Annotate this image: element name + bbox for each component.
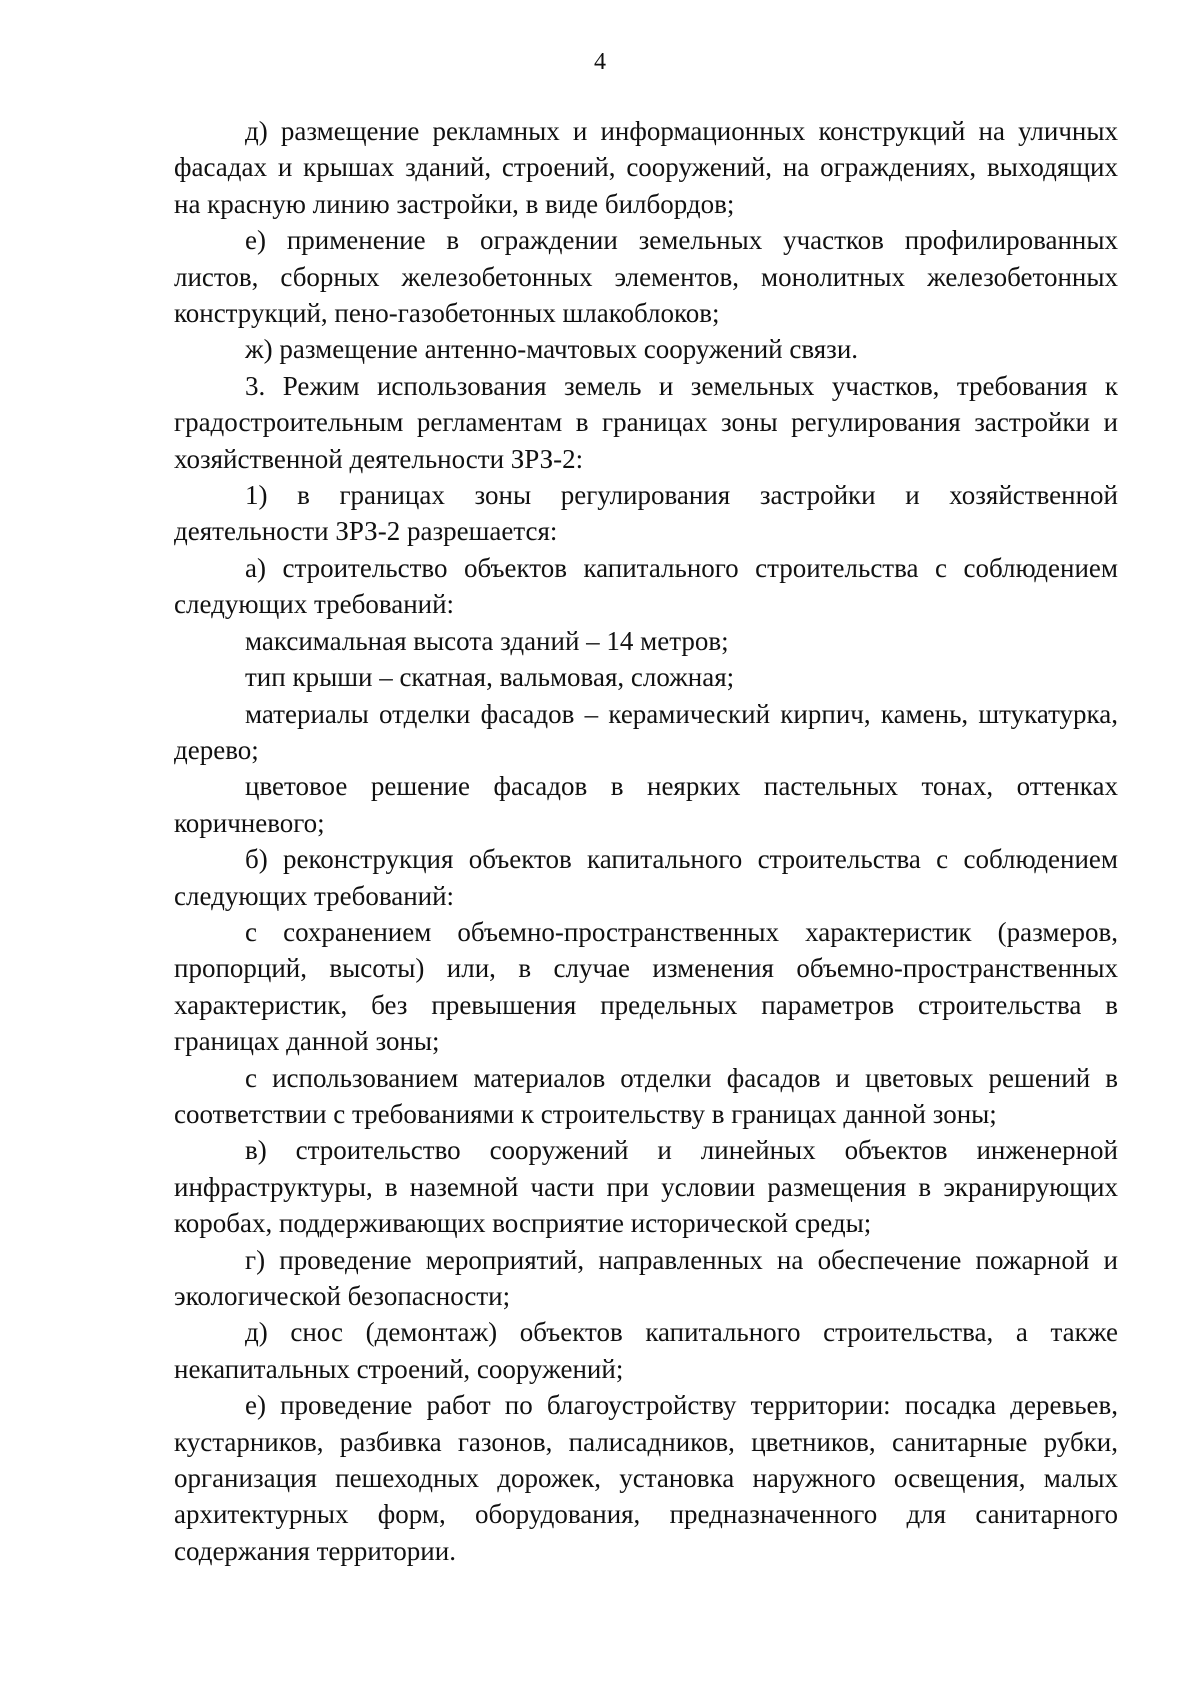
paragraph-v-infrastructure: в) строительство сооружений и линейных объектов инженерной инфраструктуры, в наземной части при условии размещения в экранирующих коробах, поддерживающих восприятие исторической среды; [174, 1135, 1118, 1239]
paragraph-zh-antenna: ж) размещение антенно-мачтовых сооружений связи. [245, 334, 859, 365]
page-number: 4 [594, 49, 606, 75]
document-body [174, 113, 1118, 1569]
paragraph-d-demolition: д) снос (демонтаж) объектов капитального строительства, а также некапитальных строений, сооружений; [174, 1317, 1118, 1384]
paragraph-roof-type: тип крыши – скатная, вальмовая, сложная; [245, 662, 735, 693]
paragraph-materials-usage: с использованием материалов отделки фасадов и цветовых решений в соответствии с требованиями к строительству в границах данной зоны; [174, 1062, 1118, 1129]
paragraph-1-allowed: 1) в границах зоны регулирования застройки и хозяйственной деятельности ЗРЗ-2 разрешается: [174, 480, 1118, 547]
paragraph-e-fencing: е) применение в ограждении земельных участков профилированных листов, сборных железобетонных элементов, монолитных железобетонных конструкций, пено-газобетонных шлакоблоков; [174, 225, 1118, 329]
paragraph-g-safety: г) проведение мероприятий, направленных на обеспечение пожарной и экологической безопасности; [174, 1244, 1118, 1311]
paragraph-max-height: максимальная высота зданий – 14 метров; [245, 625, 729, 656]
paragraph-a-construction: а) строительство объектов капитального строительства с соблюдением следующих требований: [174, 552, 1118, 620]
paragraph-3-regime: 3. Режим использования земель и земельных участков, требования к градостроительным регламентам в границах зоны регулирования застройки и хозяйственной деятельности ЗРЗ-2: [174, 370, 1118, 474]
paragraph-facade-materials: материалы отделки фасадов – керамический кирпич, камень, штукатурка, дерево; [174, 698, 1118, 765]
paragraph-b-reconstruction: б) реконструкция объектов капитального строительства с соблюдением следующих требований: [174, 844, 1118, 911]
paragraph-facade-color: цветовое решение фасадов в неярких пастельных тонах, оттенках коричневого; [174, 771, 1118, 838]
paragraph-e-landscaping: е) проведение работ по благоустройству территории: посадка деревьев, кустарников, разбивка газонов, палисадников, цветников, санитарные рубки, организация пешеходных дорожек, установка наружного освещения, малых архитектурных форм, оборудования, предназначенного для санитарного содержания территории. [174, 1390, 1118, 1566]
paragraph-d-advertising: д) размещение рекламных и информационных конструкций на уличных фасадах и крышах зданий, строений, сооружений, на ограждениях, выходящих на красную линию застройки, в виде билбордов; [174, 116, 1118, 219]
paragraph-volume-preservation: с сохранением объемно-пространственных характеристик (размеров, пропорций, высоты) или, в случае изменения объемно-пространственных характеристик, без превышения предельных параметров строительства в границах данной зоны; [174, 916, 1118, 1057]
